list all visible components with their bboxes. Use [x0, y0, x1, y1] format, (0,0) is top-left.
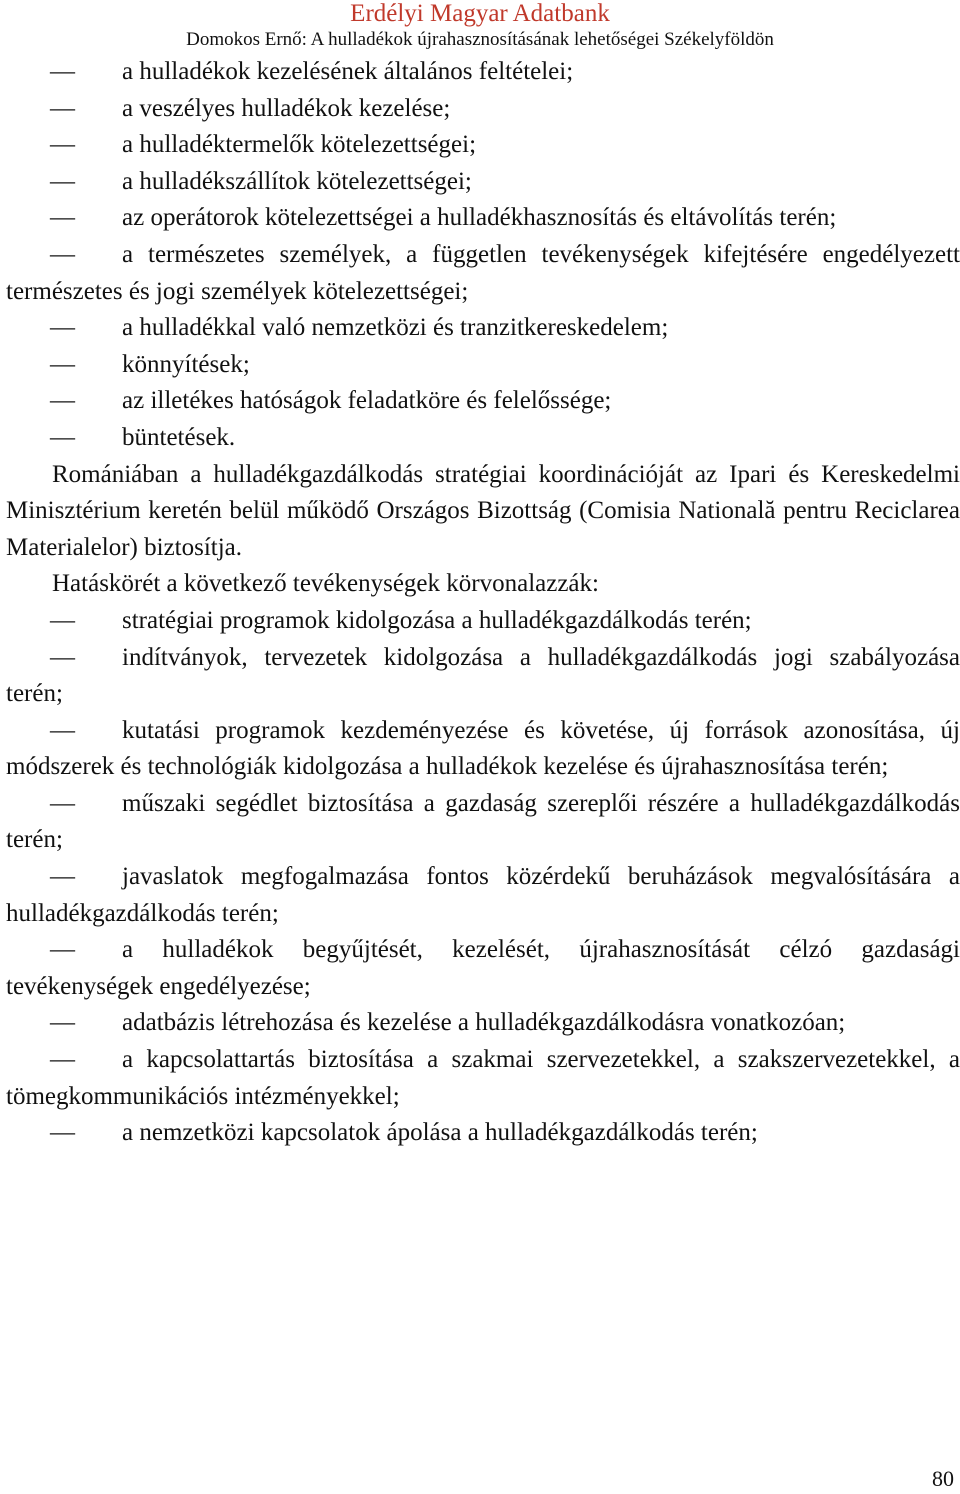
- dash-bullet-icon: —: [50, 350, 75, 378]
- dash-bullet-icon: —: [50, 387, 75, 415]
- list-item: [6, 640, 960, 713]
- list-item: [6, 310, 960, 347]
- dash-bullet-icon: —: [50, 789, 75, 817]
- dash-bullet-icon: —: [50, 716, 75, 744]
- list-item: [6, 1005, 960, 1042]
- list-item-text: a kapcsolattartás biztosítása a szakmai szervezetekkel, a szakszervezetekkel, a tömegkommunikációs intézményekkel;: [6, 1046, 960, 1110]
- list-item: [6, 420, 960, 457]
- dash-bullet-icon: —: [50, 167, 75, 195]
- list-item-text: a hulladékok begyűjtését, kezelését, újrahasznosítását célzó gazdasági tevékenységek engedélyezése;: [6, 936, 960, 1000]
- list-item: [6, 200, 960, 237]
- list-item: [6, 1115, 960, 1152]
- dash-bullet-icon: —: [50, 606, 75, 634]
- list-item-text: könnyítések;: [122, 350, 250, 378]
- dash-bullet-icon: —: [50, 1009, 75, 1037]
- page-body: [6, 54, 960, 1152]
- list-item: [6, 237, 960, 310]
- list-item-text: büntetések.: [122, 423, 236, 451]
- bullet-list-regulations: [6, 54, 960, 457]
- page-number: 80: [932, 1466, 954, 1491]
- list-item-text: a nemzetközi kapcsolatok ápolása a hulladékgazdálkodás terén;: [122, 1119, 758, 1147]
- dash-bullet-icon: —: [50, 863, 75, 891]
- dash-bullet-icon: —: [50, 314, 75, 342]
- list-item-text: az illetékes hatóságok feladatköre és felelőssége;: [122, 387, 612, 415]
- paragraph-coordination: Romániában a hulladékgazdálkodás stratégiai koordinációját az Ipari és Kereskedelmi Minisztérium keretén belül működő Országos Bizottság (Comisia Natională pentru Reciclarea Materialelor) biztosítja.: [6, 460, 960, 561]
- list-item: [6, 54, 960, 91]
- list-item-text: kutatási programok kezdeményezése és követése, új források azonosítása, új módszerek és technológiák kidolgozása a hulladékok kezelése és újrahasznosítása terén;: [6, 716, 960, 781]
- list-item-text: a hulladékszállítok kötelezettségei;: [122, 167, 472, 195]
- list-item-text: adatbázis létrehozása és kezelése a hulladékgazdálkodásra vonatkozóan;: [122, 1009, 846, 1037]
- dash-bullet-icon: —: [50, 1119, 75, 1147]
- list-item-text: stratégiai programok kidolgozása a hulladékgazdálkodás terén;: [122, 606, 752, 634]
- dash-bullet-icon: —: [50, 1046, 75, 1074]
- list-item: [6, 127, 960, 164]
- list-item-text: a hulladékkal való nemzetközi és tranzitkereskedelem;: [122, 314, 669, 342]
- list-item: [6, 1042, 960, 1115]
- list-item: [6, 91, 960, 128]
- list-item: [6, 713, 960, 786]
- list-item: [6, 164, 960, 201]
- dash-bullet-icon: —: [50, 240, 75, 268]
- paragraph-competences: Hatáskörét a következő tevékenységek körvonalazzák:: [52, 570, 599, 598]
- list-item-text: az operátorok kötelezettségei a hulladékhasznosítás és eltávolítás terén;: [122, 204, 837, 232]
- list-item-text: a hulladéktermelők kötelezettségei;: [122, 131, 477, 159]
- list-item: [6, 786, 960, 859]
- list-item-text: javaslatok megfogalmazása fontos közérdekű beruházások megvalósítására a hulladékgazdálkodás terén;: [6, 863, 960, 927]
- list-item-text: a veszélyes hulladékok kezelése;: [122, 94, 451, 122]
- document-title: Domokos Ernő: A hulladékok újrahasznosításának lehetőségei Székelyföldön: [186, 29, 774, 50]
- dash-bullet-icon: —: [50, 423, 75, 451]
- bullet-list-competences: [6, 603, 960, 1152]
- list-item: [6, 603, 960, 640]
- page-header: [0, 0, 960, 52]
- dash-bullet-icon: —: [50, 936, 75, 964]
- dash-bullet-icon: —: [50, 94, 75, 122]
- dash-bullet-icon: —: [50, 204, 75, 232]
- list-item-text: a természetes személyek, a független tevékenységek kifejtésére engedélyezett természetes és jogi személyek kötelezettségei;: [6, 240, 960, 305]
- list-item-text: a hulladékok kezelésének általános feltételei;: [122, 58, 574, 85]
- list-item: [6, 932, 960, 1005]
- site-title: Erdélyi Magyar Adatbank: [350, 0, 610, 27]
- dash-bullet-icon: —: [50, 131, 75, 159]
- list-item-text: műszaki segédlet biztosítása a gazdaság szereplői részére a hulladékgazdálkodás terén;: [6, 789, 960, 854]
- list-item-text: indítványok, tervezetek kidolgozása a hulladékgazdálkodás jogi szabályozása terén;: [6, 643, 960, 708]
- list-item: [6, 383, 960, 420]
- dash-bullet-icon: —: [50, 58, 75, 85]
- dash-bullet-icon: —: [50, 643, 75, 671]
- list-item: [6, 347, 960, 384]
- list-item: [6, 859, 960, 932]
